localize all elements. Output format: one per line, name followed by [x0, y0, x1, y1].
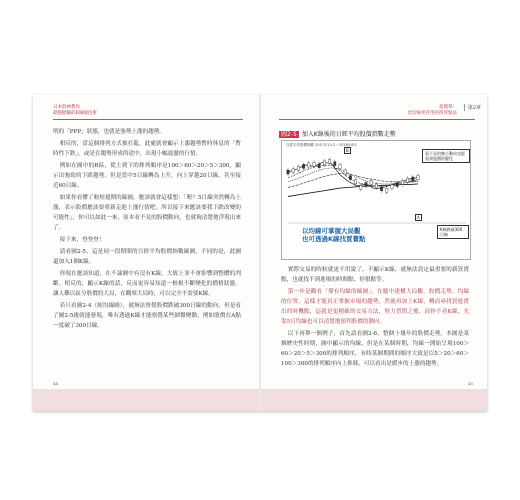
candle-body — [380, 187, 382, 191]
left-running-header — [53, 105, 97, 117]
figure-title — [279, 129, 396, 138]
chart-label: 日經平均股價指數 2017年11月～2018年6月 — [286, 143, 358, 147]
candle-body — [328, 160, 330, 164]
right-page-body — [281, 265, 469, 371]
left-paragraph: 若只看圖2-4（純均線圖），就無法察覺股價跌破300日線的動向，但是看了圖2-5後就能發現，唯有透過K線才能察覺某些細微變動，例如股價在A點一度破了300日線。 — [53, 303, 241, 329]
candle-body — [323, 161, 325, 165]
candle-body — [412, 177, 414, 181]
candle-body — [354, 180, 356, 184]
left-paragraph: 接下來，登登登！ — [59, 237, 105, 243]
candle-body — [386, 188, 388, 192]
candle-body — [339, 164, 341, 168]
candle-body — [365, 183, 367, 187]
left-paragraph: 請看圖2-5，這是同一段期間的日經平均股價指數線圖，不同的是，此圖還加入1個K線。 — [53, 249, 241, 265]
candle-body — [313, 162, 315, 166]
candle-body — [406, 178, 408, 182]
figure-caption — [302, 227, 366, 243]
left-header-rule — [53, 119, 243, 120]
candle-body — [349, 176, 351, 180]
left-header-line2: 最穩健賺的K線圖技術 — [53, 111, 97, 116]
left-paragraph: 你現在應該知道，在不論圖中有沒有K線，大致上並不會影響到整體的判斷。相反的，顯示K線的話，反而更容易知道一根根不斷變化的價格狀態。讓人難以區分股價的大局，在觀察大局時，可以完全不需要K線。 — [53, 271, 241, 297]
candle-body — [334, 162, 336, 166]
book-gutter — [259, 95, 261, 411]
figure-caption-line2: 也可透過K線找買賣點 — [302, 235, 366, 243]
candle-body — [292, 169, 294, 173]
left-paragraph: 相反的，當這個排列方式被打亂，此處就會顯示上漲趨勢暫時休息的「暫時性下跌」，或是在趨勢形成的途中，出現小幅震盪的行情。 — [53, 141, 241, 157]
right-paragraph-highlight: 第一步是觀看「僅有均線的線圖」，在腦中建構大局觀，股價走勢、均線的位置，這樣才能真正掌握市場的趨勢，然後再加上K線，轉而尋找買進賣出的時機點，這就是更精確的交易方法，努力習慣之後，而你不看K線，光靠5日均線也可以清楚地預判股價的動向。 — [281, 289, 469, 325]
right-paragraph: 以下再舉一個例子，首先請看圖2-6，整個十幾年的股價走勢，本圖是某個歷史性時期，圖中顯示的均線，但是在某個時期，均線一開始呈現100＞60＞20＞5＞300的排列順序，有時某個期間的順序大致是以5＞20＞60＞100＞300的排列順序向上推移，可以看出是緩步的上漲的趨勢。 — [281, 331, 469, 367]
candle-body — [391, 185, 393, 189]
candle-body — [297, 167, 299, 171]
candle-body — [360, 185, 362, 189]
point-a-label: A — [417, 215, 420, 220]
point-b-label: B — [346, 148, 349, 153]
right-header-line2: 比均線更有用的找買點法 — [407, 111, 457, 116]
figure-title-text: 加入K線後的日經平均股價指數走勢 — [301, 131, 396, 138]
figure-tag: 圖2-5 — [281, 131, 297, 138]
candle-body — [302, 164, 304, 168]
figure-chart — [281, 140, 471, 260]
left-page-number: 44 — [53, 381, 59, 386]
candle-body — [417, 176, 419, 180]
left-paragraph: 明的「PPP」狀態，也就是強勢上漲的趨勢。 — [53, 129, 165, 135]
right-paragraph: 實際交易的時候就更不用說了，不顯示K線，就無法設定最重要的新買賣點，也就找不到進場的時間點、停損點等。 — [281, 267, 469, 283]
left-page-footer-band — [33, 389, 259, 411]
right-header-line1: 超簡單！ — [439, 105, 457, 110]
callout-small-moves: 看不見的微小動向也能看到股價的變化 — [422, 149, 470, 163]
right-page-footer-band — [261, 389, 487, 411]
left-page-body — [53, 127, 241, 333]
left-paragraph: 如果你看懂了較短週期的線圖，應該就會這樣想：「喔？5日線突然轉為上漲，表示股價應該要重新走進上漲行情吧。所以接下來應該要我下跌改變的可能性」，你可以如此一來，原本看不見的股價動向，也就夠清楚地浮現出來了。 — [53, 195, 241, 231]
candle-body — [375, 184, 377, 188]
callout-break-300: K線跌破300日線 — [437, 225, 469, 239]
candle-body — [318, 164, 320, 168]
right-page-number: 45 — [467, 381, 473, 386]
chapter-label: 第2章 — [464, 104, 481, 111]
candle-body — [370, 181, 372, 185]
figure-caption-line1: 以均線可掌握大局觀 — [302, 227, 361, 235]
left-header-line1: 日本股神教你 — [53, 105, 80, 110]
candle-body — [308, 163, 310, 167]
candle-body — [396, 183, 398, 187]
right-header-rule — [279, 119, 475, 120]
left-paragraph: 例如在圖中的B區，從上到下的排列順序是100＞60＞20＞5＞300，顯示出強勁的下跌趨勢。但是當中5日線轉為上升，向上穿越20日線，甚至接近60日線。 — [53, 163, 241, 189]
candle-body — [287, 170, 289, 174]
candle-body — [344, 170, 346, 174]
candle-body — [401, 181, 403, 185]
book-spread — [33, 95, 487, 411]
right-running-header — [408, 105, 458, 117]
